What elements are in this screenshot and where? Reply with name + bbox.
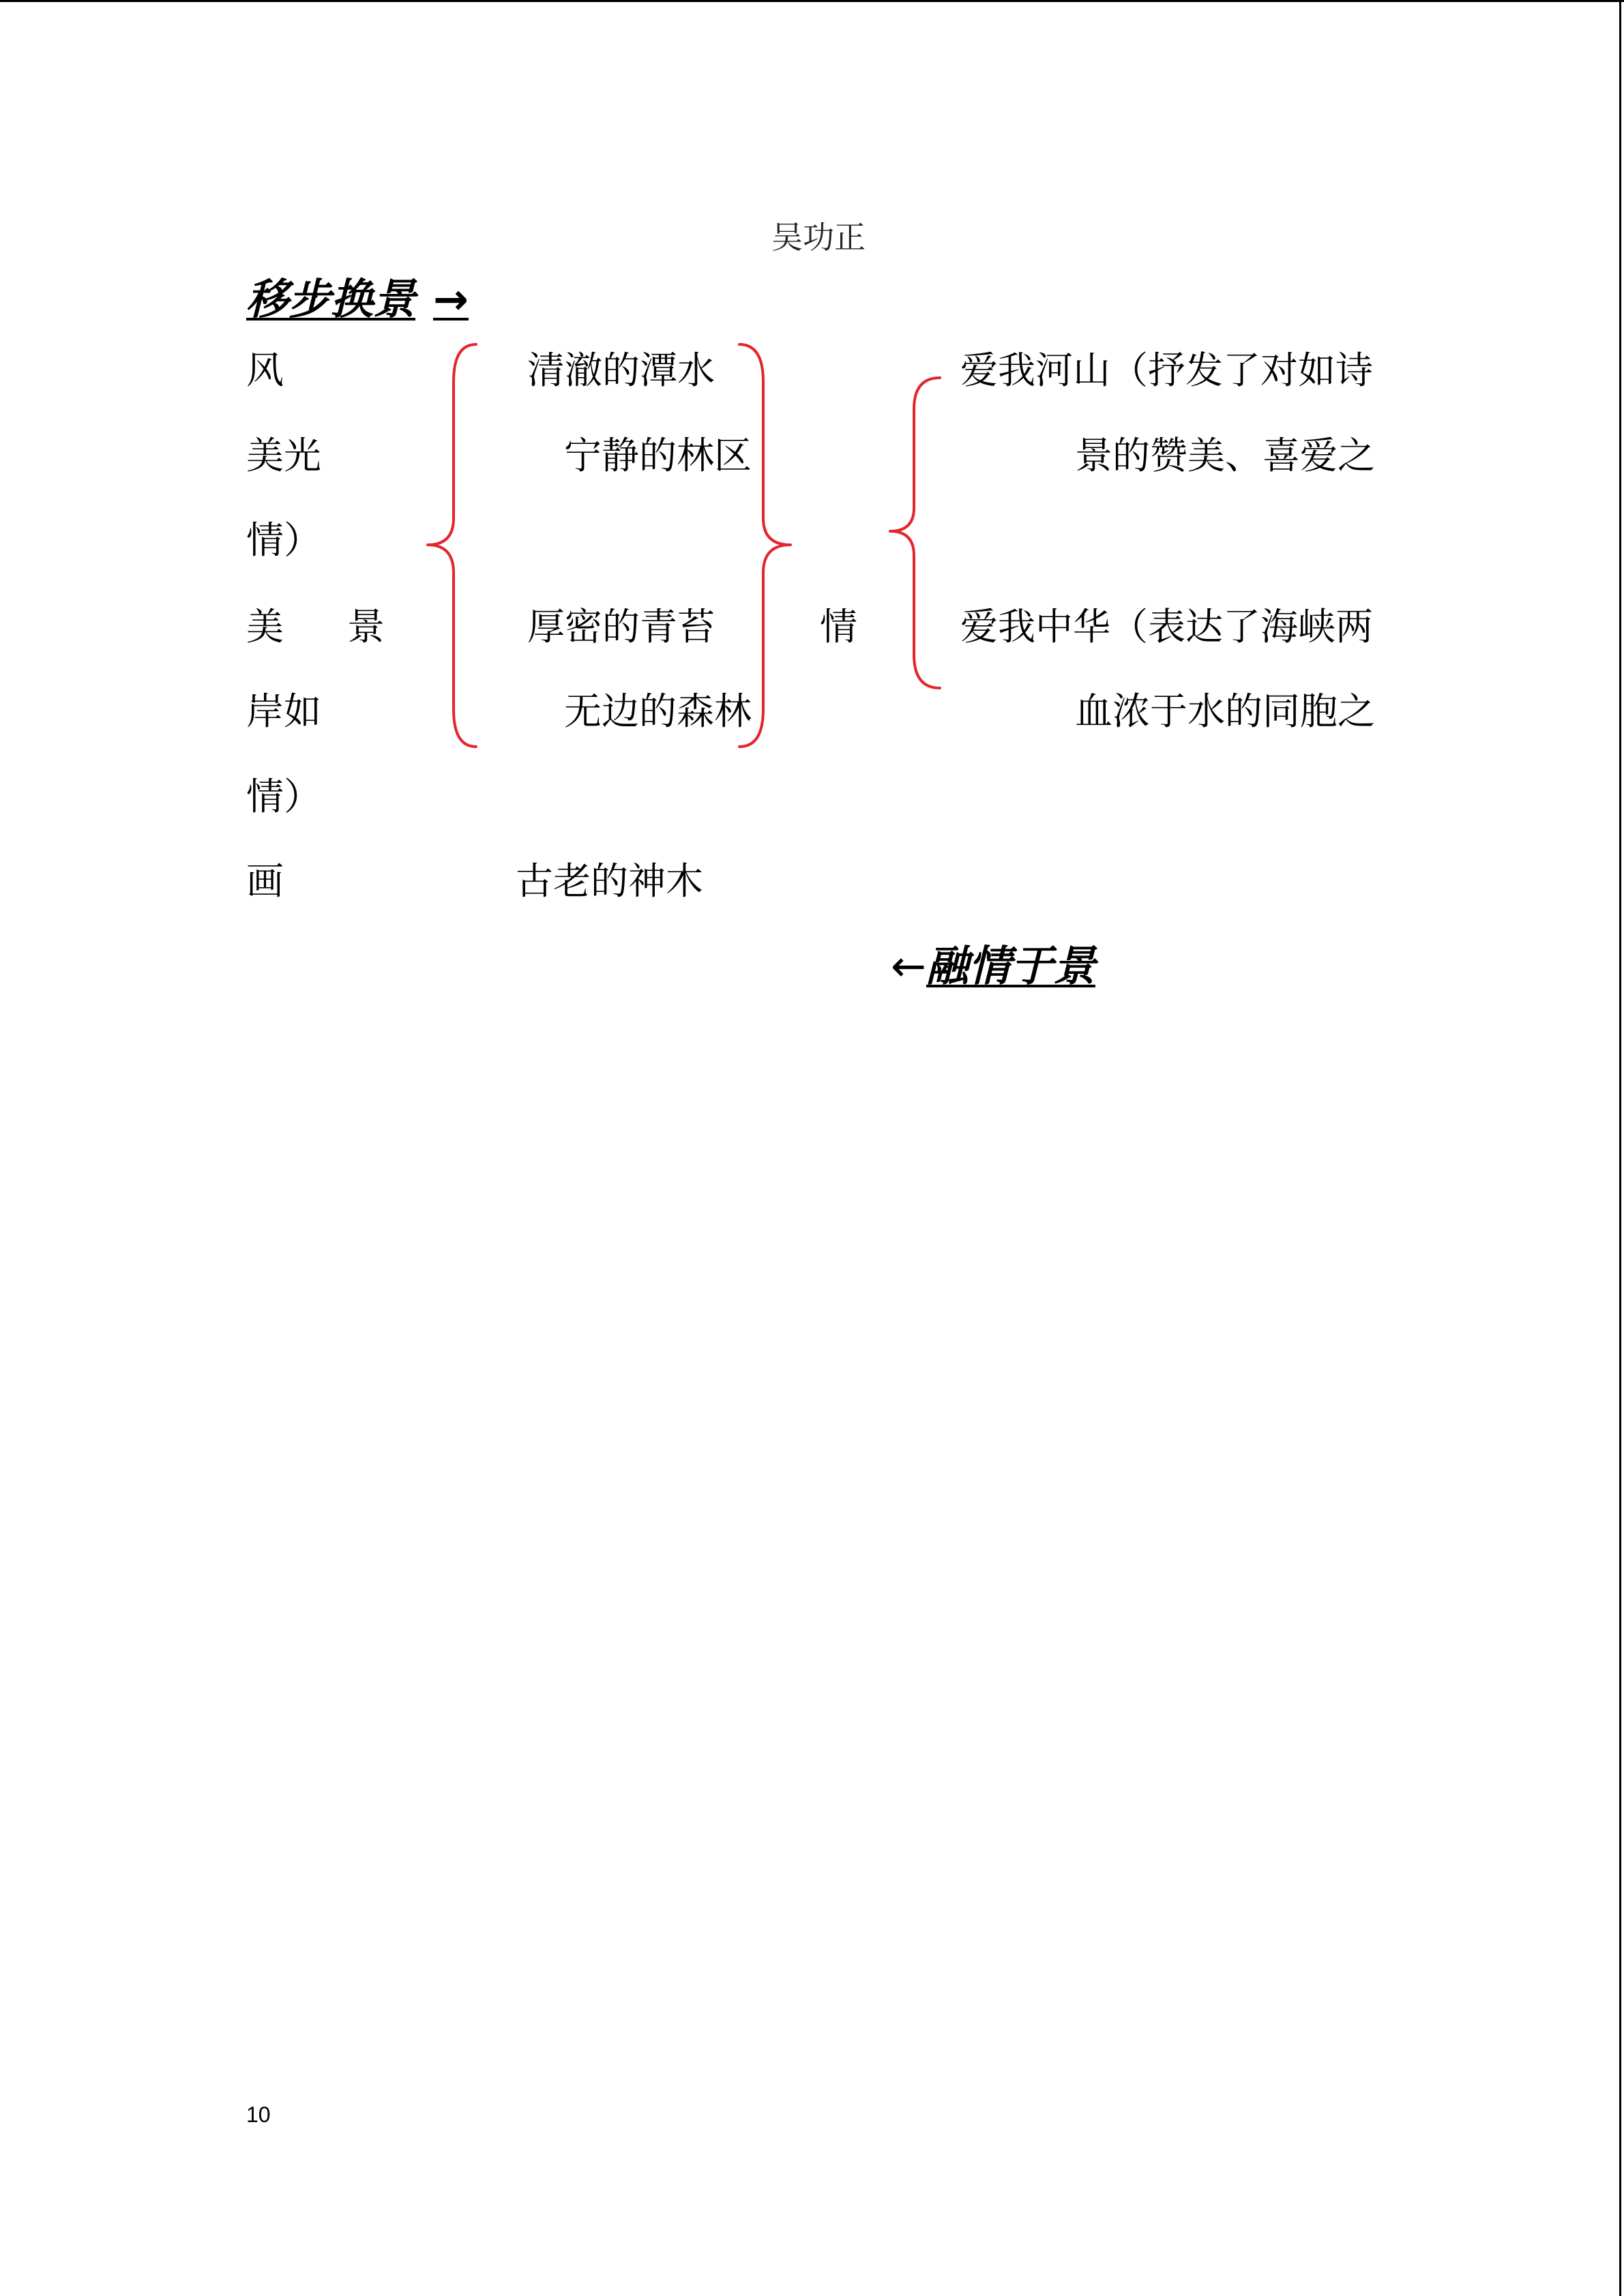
heading [246, 274, 469, 324]
emotion-line: 血浓于水的同胞之 [1075, 689, 1376, 733]
closing-text: 融情于景 [926, 941, 1095, 991]
author-name: 吴功正 [771, 219, 866, 256]
emotion-line: 景的赞美、喜爱之 [1075, 434, 1376, 477]
page-number: 10 [246, 2102, 271, 2127]
left-column-row4-a: 美 [246, 605, 284, 648]
scene-item: 无边的森林 [564, 689, 752, 733]
heading-arrow: → [433, 274, 469, 324]
right-brace [739, 344, 791, 747]
emotion-line: 爱我中华（表达了海峡两 [960, 605, 1374, 648]
center-label: 情 [820, 605, 858, 648]
left-column-row3: 情） [246, 518, 322, 562]
scene-item: 古老的神木 [516, 859, 704, 903]
closing-arrow: ← [891, 941, 926, 991]
left-column-row6: 情） [246, 775, 322, 818]
emotion-line: 爱我河山（抒发了对如诗 [960, 348, 1374, 392]
page-border-right [1619, 0, 1621, 2296]
scene-item: 宁静的林区 [564, 434, 752, 477]
heading-text: 移步换景 [246, 274, 416, 324]
left-column-row1: 风 [246, 348, 284, 392]
left-column-row2: 美光 [246, 434, 322, 477]
scene-item: 厚密的青苔 [527, 605, 715, 648]
left-brace [428, 344, 476, 747]
left-column-row4-b: 景 [347, 605, 385, 648]
scene-item: 清澈的潭水 [527, 348, 715, 392]
left-column-row7: 画 [246, 859, 284, 903]
emotion-left-brace [890, 378, 940, 688]
page-border-top [0, 0, 1624, 2]
closing-phrase [891, 941, 1095, 991]
left-column-row5: 岸如 [246, 689, 322, 733]
